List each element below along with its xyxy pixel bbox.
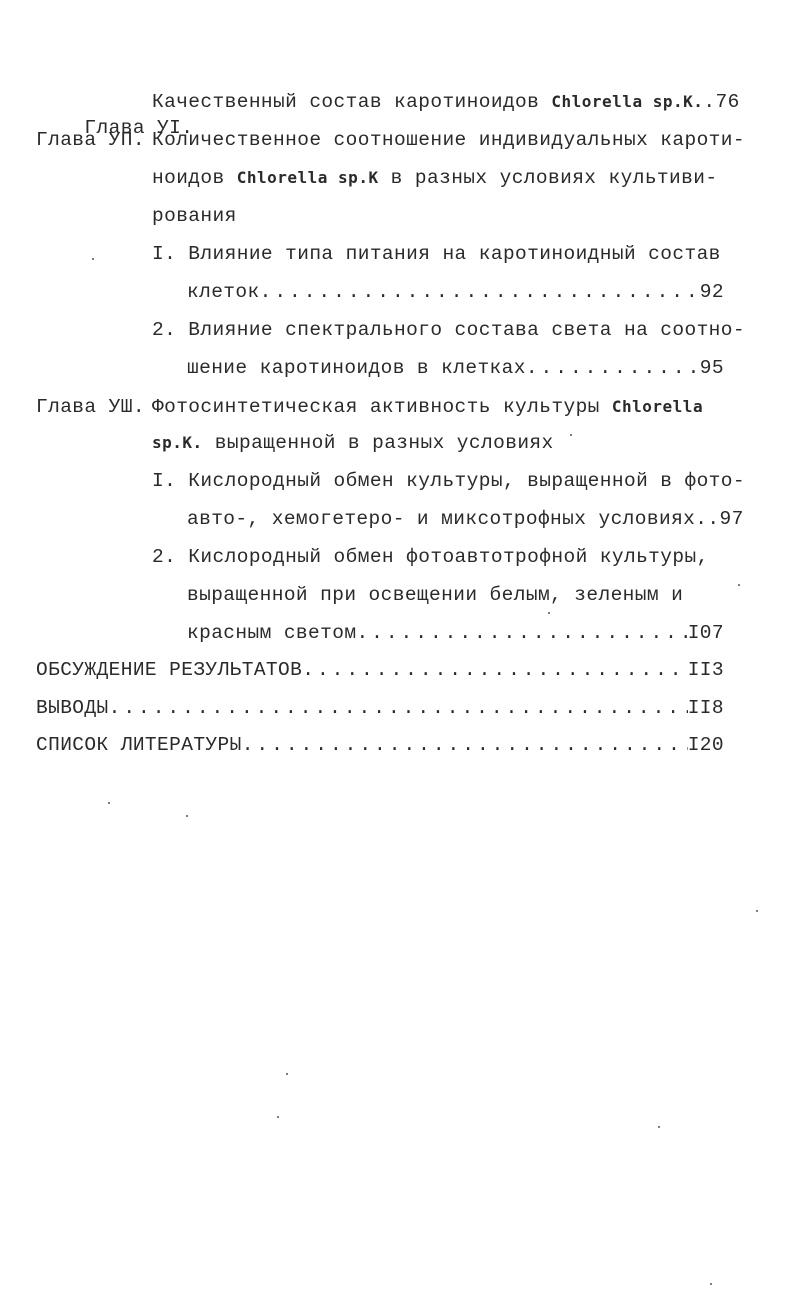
chapter-title-line <box>152 165 717 191</box>
page-number: I20 <box>687 734 724 756</box>
chapter-label-ch8: Глава УШ. <box>36 396 145 418</box>
scan-speck <box>548 612 550 614</box>
species-name: Chlorella <box>611 397 704 416</box>
chapter-title-line: рования <box>152 205 237 227</box>
leader-dots <box>109 695 688 721</box>
title-text: выращенной в разных условиях <box>202 432 554 454</box>
scan-speck <box>277 1116 279 1118</box>
chapter-label: Глава УI. <box>84 117 194 139</box>
scan-speck <box>658 1126 660 1128</box>
page-number: 76 <box>715 91 740 113</box>
page-number: 97 <box>719 508 744 530</box>
chapter-title-line <box>152 394 703 420</box>
section-title-line: шение каротиноидов в клетках <box>187 357 526 379</box>
page-number: 95 <box>699 357 724 379</box>
leader-dots <box>526 355 700 381</box>
toc-leader-row <box>187 279 724 305</box>
leader-dots <box>356 620 687 646</box>
scan-speck <box>108 802 110 804</box>
toc-leader-row <box>187 355 724 381</box>
section-title-line: 2. Влияние спектрального состава света на соотно- <box>152 319 745 341</box>
chapter-label-ch7: Глава УП. <box>36 129 145 151</box>
toc-leader-row <box>187 620 724 646</box>
section-title-line: I. Влияние типа питания на каротиноидный состав <box>152 243 721 265</box>
section-title-line: красным светом <box>187 622 357 644</box>
title-text: ноидов <box>152 167 237 189</box>
section-title-line: I. Кислородный обмен культуры, выращенной в фото- <box>152 470 745 492</box>
chapter-title: Качественный состав каротиноидов <box>152 91 552 113</box>
section-title-line: 2. Кислородный обмен фотоавтотрофной культуры, <box>152 546 709 568</box>
title-text: авто-, хемогетеро- и миксотрофных условиях.. <box>187 508 720 530</box>
leader-dots <box>260 279 700 305</box>
scan-speck <box>710 1283 712 1285</box>
toc-entry-discussion <box>36 657 724 683</box>
leader-dots <box>302 657 687 683</box>
page-number: II3 <box>687 659 724 681</box>
species-name: Chlorella sp.K <box>236 168 379 187</box>
title-text: в разных условиях культиви- <box>378 167 718 189</box>
toc-entry-ch6-title <box>152 89 740 115</box>
scan-speck <box>738 584 740 586</box>
entry-label: ОБСУЖДЕНИЕ РЕЗУЛЬТАТОВ <box>36 659 303 681</box>
scan-speck <box>756 910 758 912</box>
page-number: I07 <box>687 622 724 644</box>
title-text: Фотосинтетическая активность культуры <box>152 396 612 418</box>
toc-entry-references <box>36 732 724 758</box>
species-name: Chlorella sp.K. <box>551 92 704 111</box>
entry-label: ВЫВОДЫ <box>36 697 109 719</box>
section-title-line: выращенной при освещении белым, зеленым и <box>187 584 684 606</box>
scan-speck <box>92 258 94 260</box>
species-name: sp.K. <box>152 433 203 452</box>
page-number: 92 <box>699 281 724 303</box>
toc-entry-conclusions <box>36 695 724 721</box>
chapter-title-line <box>152 430 554 456</box>
chapter-title-line: Количественное соотношение индивидуальных кароти- <box>152 129 745 151</box>
leader-dots <box>242 732 688 758</box>
scan-speck <box>570 434 572 436</box>
leader-dots: . <box>703 91 716 113</box>
section-title-line <box>187 506 744 532</box>
scan-speck <box>286 1073 288 1075</box>
section-title-line: клеток <box>187 281 260 303</box>
scan-speck <box>186 815 188 817</box>
entry-label: СПИСОК ЛИТЕРАТУРЫ <box>36 734 242 756</box>
page-number: II8 <box>687 697 724 719</box>
